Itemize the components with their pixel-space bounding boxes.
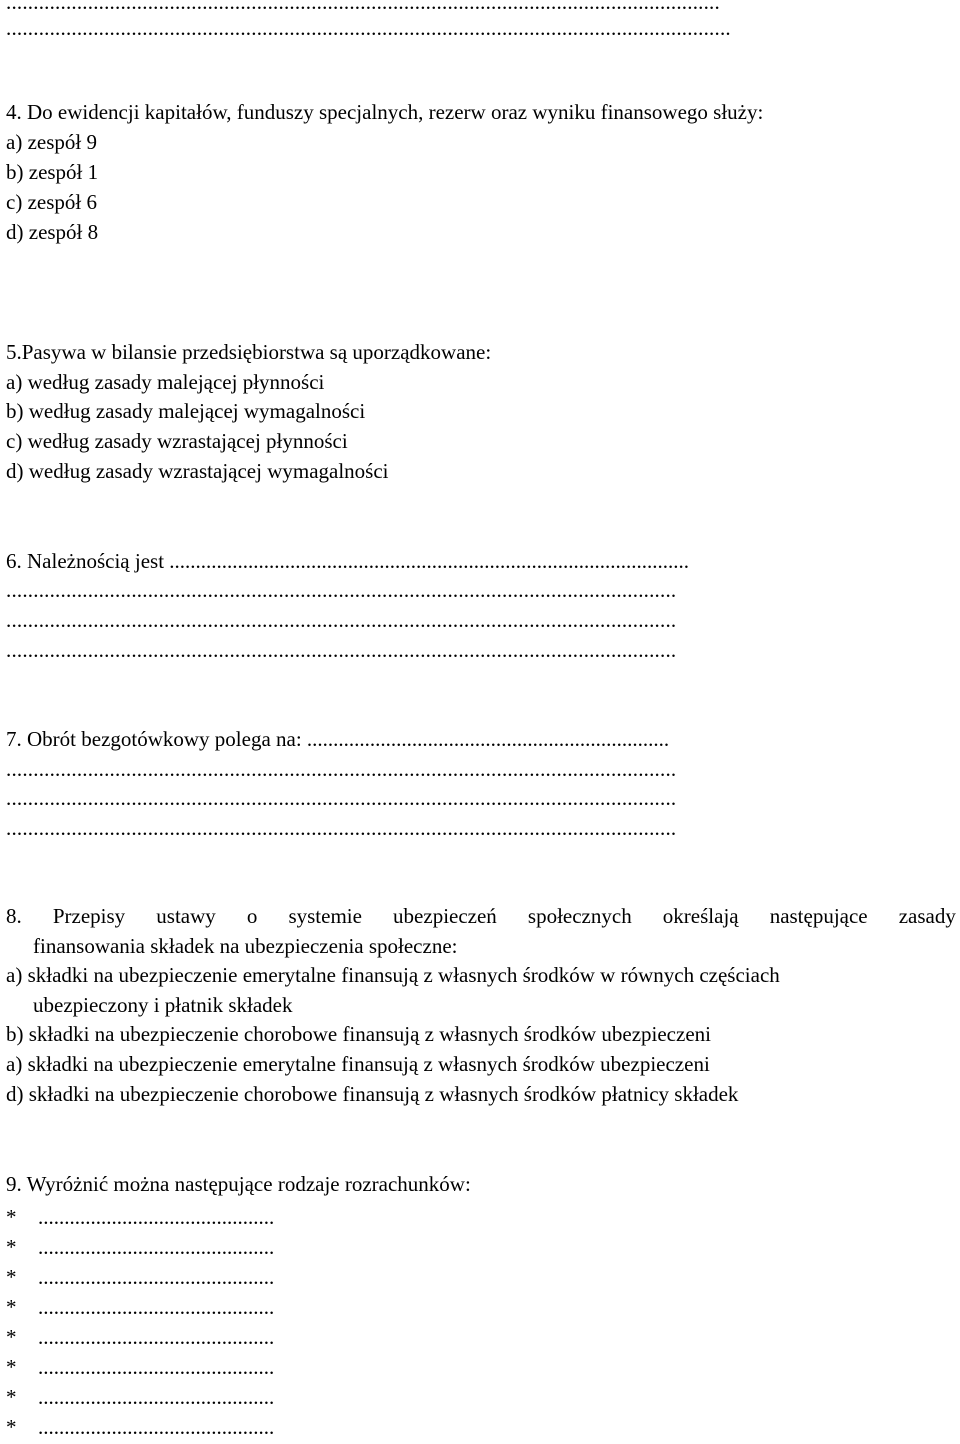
q9-answer-dots: ............................................. xyxy=(38,1235,275,1259)
q8-option-a-first: a) składki na ubezpieczenie emerytalne finansują z własnych środków w równych częściach xyxy=(6,963,780,988)
q8-word: 8. xyxy=(6,904,22,928)
q4-option-b: b) zespół 1 xyxy=(6,160,99,184)
bullet-star-icon: * xyxy=(6,1295,17,1319)
question-4: 4. Do ewidencji kapitałów, funduszy specjalnych, rezerw oraz wyniku finansowego służy: xyxy=(6,100,764,124)
q4-option-a: a) zespół 9 xyxy=(6,130,97,154)
top-dots-line-1: ................................................................................................................................... xyxy=(6,0,720,14)
q8-word: określają xyxy=(662,904,739,928)
q5-option-a: a) według zasady malejącej płynności xyxy=(6,370,325,394)
bullet-star-icon: * xyxy=(6,1325,17,1349)
q5-option-d: d) według zasady wzrastającej wymagalności xyxy=(6,459,389,483)
q6-answer-line-3: ........................................................................................................................... xyxy=(6,638,677,662)
q8-option-b: b) składki na ubezpieczenie chorobowe finansują z własnych środków ubezpieczeni xyxy=(6,1022,711,1047)
q8-word: systemie xyxy=(288,904,362,928)
q9-answer-line-2 xyxy=(6,1235,274,1259)
q6-answer-line-2: ........................................................................................................................... xyxy=(6,608,677,632)
question-8-block xyxy=(6,902,956,1109)
q5-option-c: c) według zasady wzrastającej płynności xyxy=(6,429,348,453)
q8-word: o xyxy=(246,904,258,928)
q9-answer-line-3 xyxy=(6,1265,274,1289)
q9-answer-dots: ............................................. xyxy=(38,1385,275,1409)
question-6: 6. Należnością jest ................................................................................................... xyxy=(6,549,690,573)
q7-answer-line-1: ........................................................................................................................... xyxy=(6,757,677,781)
question-9: 9. Wyróżnić można następujące rodzaje rozrachunków: xyxy=(6,1172,471,1196)
q9-answer-dots: ............................................. xyxy=(38,1295,275,1319)
q8-word: zasady xyxy=(898,904,956,928)
q9-answer-line-7 xyxy=(6,1385,274,1409)
question-8-first-line xyxy=(6,902,956,932)
q9-answer-dots: ............................................. xyxy=(38,1325,275,1349)
q9-answer-line-5 xyxy=(6,1325,274,1349)
top-dots-line-2: ..................................................................................................................................... xyxy=(6,16,731,40)
q7-answer-line-2: ........................................................................................................................... xyxy=(6,786,677,810)
q9-answer-line-8 xyxy=(6,1415,274,1439)
q7-answer-line-3: ........................................................................................................................... xyxy=(6,816,677,840)
bullet-star-icon: * xyxy=(6,1355,17,1379)
q9-answer-dots: ............................................. xyxy=(38,1265,275,1289)
bullet-star-icon: * xyxy=(6,1205,17,1229)
q8-word: następujące xyxy=(769,904,868,928)
q9-answer-line-4 xyxy=(6,1295,274,1319)
bullet-star-icon: * xyxy=(6,1385,17,1409)
q8-option-d: d) składki na ubezpieczenie chorobowe finansują z własnych środków płatnicy składek xyxy=(6,1081,739,1106)
question-8-continuation: finansowania składek na ubezpieczenia społeczne: xyxy=(33,933,458,958)
q9-answer-dots: ............................................. xyxy=(38,1415,275,1439)
q8-word: ustawy xyxy=(156,904,216,928)
q8-word: ubezpieczeń xyxy=(393,904,497,928)
q9-answer-line-1 xyxy=(6,1205,274,1229)
q8-word: społecznych xyxy=(527,904,632,928)
bullet-star-icon: * xyxy=(6,1265,17,1289)
q8-option-a-second: a) składki na ubezpieczenie emerytalne finansują z własnych środków ubezpieczeni xyxy=(6,1051,710,1076)
bullet-star-icon: * xyxy=(6,1415,17,1439)
q9-answer-dots: ............................................. xyxy=(38,1205,275,1229)
q4-option-d: d) zespół 8 xyxy=(6,220,99,244)
q9-answer-dots: ............................................. xyxy=(38,1355,275,1379)
question-7: 7. Obrót bezgotówkowy polega na: ..................................................................... xyxy=(6,727,670,751)
q8-word: Przepisy xyxy=(52,904,126,928)
question-5: 5.Pasywa w bilansie przedsiębiorstwa są uporządkowane: xyxy=(6,340,492,364)
bullet-star-icon: * xyxy=(6,1235,17,1259)
q8-option-a-first-continuation: ubezpieczony i płatnik składek xyxy=(33,992,293,1017)
q9-answer-line-6 xyxy=(6,1355,274,1379)
q4-option-c: c) zespół 6 xyxy=(6,190,97,214)
q6-answer-line-1: ........................................................................................................................... xyxy=(6,578,677,602)
q5-option-b: b) według zasady malejącej wymagalności xyxy=(6,399,366,423)
